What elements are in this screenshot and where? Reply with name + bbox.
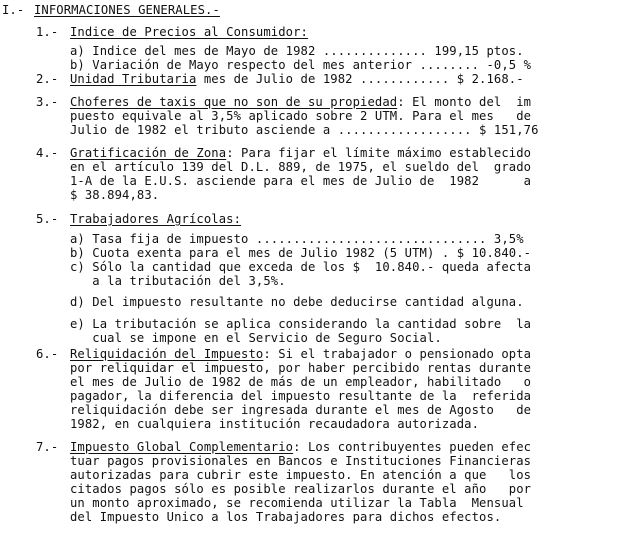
section-3-line-2: puesto equivale al 3,5% aplicado sobre 2 UTM. Para el mes de (70, 109, 532, 123)
section-1-item-b: b) Variación de Mayo respecto del mes anterior ........ -0,5 % (70, 58, 532, 72)
section-4-line-3: 1-A de la E.U.S. asciende para el mes de Julio de 1982 a (70, 174, 532, 188)
section-7-text: : Los contribuyentes pueden efec (293, 440, 532, 454)
section-4-line-1 (70, 146, 531, 160)
heading-number: I.- (2, 3, 25, 17)
section-6-number: 6.- (36, 347, 59, 361)
section-2-title: Unidad Tributaria (70, 72, 197, 86)
section-5-title: Trabajadores Agrícolas: (70, 212, 242, 226)
section-6-line-5: reliquidación debe ser ingresada durante el mes de Agosto de (70, 403, 532, 417)
section-7-line-6: del Impuesto Unico a los Trabajadores para dichos efectos. (70, 510, 502, 524)
section-6-line-1 (70, 347, 531, 361)
section-6-line-6: 1982, en cualquiera institución recaudadora autorizada. (70, 417, 480, 431)
section-2-line (70, 72, 524, 86)
section-6-line-4: pagador, la diferencia del impuesto resultante de la referida (70, 389, 532, 403)
section-3-title: Choferes de taxis que no son de su propiedad (70, 95, 398, 109)
section-5-item-d: d) Del impuesto resultante no debe deducirse cantidad alguna. (70, 295, 524, 309)
heading-title: INFORMACIONES GENERALES.- (34, 3, 220, 17)
section-7-line-3: autorizadas para cubrir este impuesto. En atención a que los (70, 468, 532, 482)
section-2-number: 2.- (36, 72, 59, 86)
section-5-item-b: b) Cuota exenta para el mes de Julio 1982 (5 UTM) . $ 10.840.- (70, 246, 532, 260)
section-7-line-4: citados pagos sólo es posible realizarlos durante el año por (70, 482, 532, 496)
section-4-text: : Para fijar el límite máximo establecido (226, 146, 532, 160)
section-5-item-e-line-2: cual se impone en el Servicio de Seguro Social. (70, 331, 442, 345)
section-6-line-3: el mes de Julio de 1982 de más de un empleador, habilitado o (70, 375, 532, 389)
section-1-item-a: a) Indice del mes de Mayo de 1982 .............. 199,15 ptos. (70, 44, 524, 58)
section-4-line-4: $ 38.894,83. (70, 188, 160, 202)
section-4-line-2: en el artículo 139 del D.L. 889, de 1975, el sueldo del grado (70, 160, 532, 174)
section-6-title: Reliquidación del Impuesto (70, 347, 264, 361)
section-5-item-c-line-1: c) Sólo la cantidad que exceda de los $ 10.840.- queda afecta (70, 260, 532, 274)
section-5-item-c-line-2: a la tributación del 3,5%. (70, 274, 286, 288)
section-7-number: 7.- (36, 440, 59, 454)
section-1-title: Indice de Precios al Consumidor: (70, 25, 308, 39)
section-4-number: 4.- (36, 146, 59, 160)
section-3-line-3: Julio de 1982 el tributo asciende a .................. $ 151,76 (70, 123, 539, 137)
section-5-number: 5.- (36, 212, 59, 226)
section-7-line-5: un monto aproximado, se recomienda utilizar la Tabla Mensual (70, 496, 524, 510)
section-3-line-1 (70, 95, 531, 109)
section-6-text: : Si el trabajador o pensionado opta (263, 347, 532, 361)
section-4-title: Gratificación de Zona (70, 146, 227, 160)
section-7-line-2: tuar pagos provisionales en Bancos e Instituciones Financieras (70, 454, 532, 468)
section-5-item-a: a) Tasa fija de impuesto ............................... 3,5% (70, 232, 524, 246)
section-6-line-2: por reliquidar el impuesto, por haber percibido rentas durante (70, 361, 532, 375)
section-7-title: Impuesto Global Complementario (70, 440, 294, 454)
section-3-number: 3.- (36, 95, 59, 109)
section-1-number: 1.- (36, 25, 59, 39)
section-7-line-1 (70, 440, 531, 454)
section-2-text: mes de Julio de 1982 ............ $ 2.168.- (196, 72, 524, 86)
section-3-text: : El monto del im (397, 95, 532, 109)
section-5-item-e-line-1: e) La tributación se aplica considerando la cantidad sobre la (70, 317, 532, 331)
